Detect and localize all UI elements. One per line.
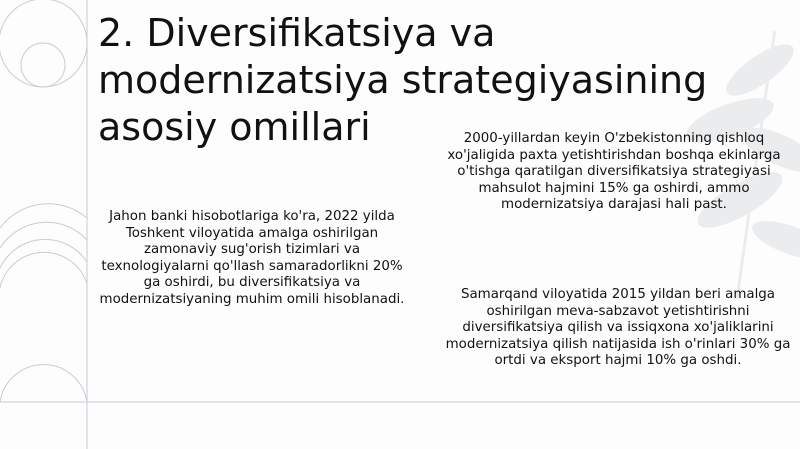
inner-circle-shape <box>21 43 65 87</box>
paragraph-world-bank-report: Jahon banki hisobotlariga ko'ra, 2022 yilda Toshkent viloyatida amalga oshirilgan zamonaviy sug'orish tizimlari va texnologiyalarni qo'llash samaradorlikni 20% ga oshirdi, bu diversifikatsiya va modernizatsiyaning muhim omili hisoblanadi. <box>99 209 405 307</box>
slide-title: 2. Diversifikatsiya va modernizatsiya strategiyasining asosiy omillari <box>98 11 708 149</box>
arc-shape-1 <box>0 204 87 228</box>
arc-shape-4 <box>0 252 87 288</box>
arc-shape-2 <box>0 222 87 248</box>
paragraph-diversification-strategy: 2000-yillardan keyin O'zbekistonning qishloq xo'jaligida paxta yetishtirishdan boshqa ekinlarga o'tishga qaratilgan diversifikatsiya strategiyasi mahsulot hajmini 15% ga oshirdi, ammo modernizatsiya darajasi hali past. <box>447 131 781 213</box>
paragraph-samarqand-region: Samarqand viloyatida 2015 yildan beri amalga oshirilgan meva-sabzavot yetishtirishni diversifikatsiya qilish va issiqxona xo'jaliklarini modernizatsiya qilish natijasida ish o'rinlari 30% ga ortdi va eksport hajmi 10% ga oshdi. <box>445 287 791 369</box>
bottom-arc-shape <box>0 365 87 402</box>
